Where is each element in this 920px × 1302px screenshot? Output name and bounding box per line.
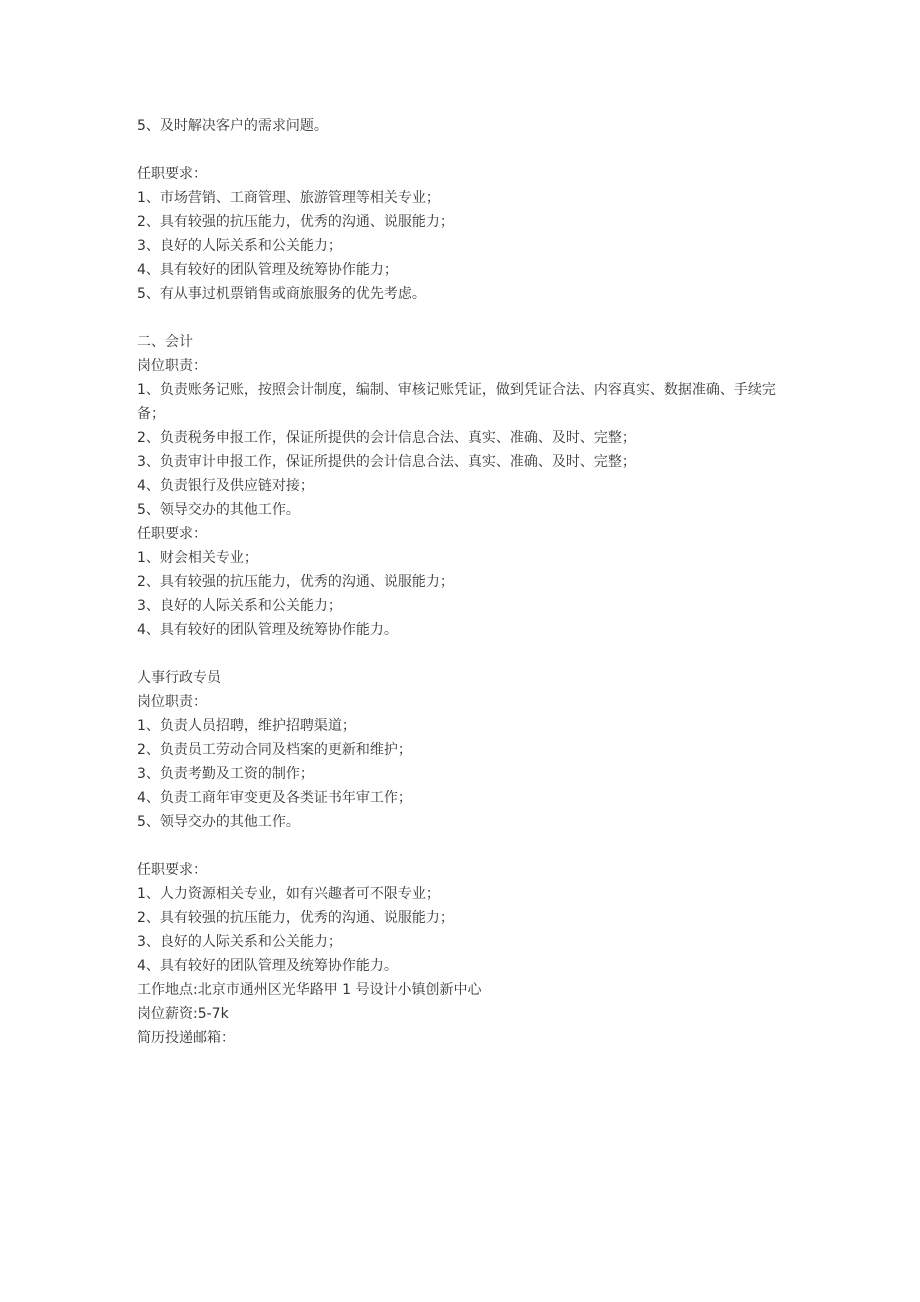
sales-requirements-heading: 任职要求： bbox=[137, 166, 207, 182]
work-location: 工作地点:北京市通州区光华路甲 1 号设计小镇创新中心 bbox=[137, 982, 482, 998]
hr-section-title: 人事行政专员 bbox=[137, 670, 221, 686]
paragraph-gap bbox=[137, 834, 777, 858]
accounting-duty-2: 2、负责税务申报工作，保证所提供的会计信息合法、真实、准确、及时、完整； bbox=[137, 430, 636, 446]
accounting-requirement-2: 2、具有较强的抗压能力，优秀的沟通、说服能力； bbox=[137, 574, 454, 590]
hr-duty-2: 2、负责员工劳动合同及档案的更新和维护； bbox=[137, 742, 412, 758]
accounting-section-title: 二、会计 bbox=[137, 334, 193, 350]
accounting-duty-4: 4、负责银行及供应链对接； bbox=[137, 478, 314, 494]
accounting-duty-5: 5、领导交办的其他工作。 bbox=[137, 502, 300, 518]
paragraph-gap bbox=[137, 306, 777, 330]
hr-requirements-heading: 任职要求： bbox=[137, 862, 207, 878]
sales-requirement-2: 2、具有较强的抗压能力，优秀的沟通、说服能力； bbox=[137, 214, 454, 230]
document-body bbox=[137, 114, 777, 1050]
hr-duty-4: 4、负责工商年审变更及各类证书年审工作； bbox=[137, 790, 412, 806]
accounting-duty-3: 3、负责审计申报工作，保证所提供的会计信息合法、真实、准确、及时、完整； bbox=[137, 454, 636, 470]
accounting-requirement-1: 1、财会相关专业； bbox=[137, 550, 258, 566]
accounting-requirements-heading: 任职要求： bbox=[137, 526, 207, 542]
paragraph-gap bbox=[137, 138, 777, 162]
paragraph-gap bbox=[137, 642, 777, 666]
sales-requirement-5: 5、有从事过机票销售或商旅服务的优先考虑。 bbox=[137, 286, 426, 302]
sales-requirement-4: 4、具有较好的团队管理及统筹协作能力； bbox=[137, 262, 398, 278]
hr-requirement-1: 1、人力资源相关专业，如有兴趣者可不限专业； bbox=[137, 886, 440, 902]
sales-requirement-1: 1、市场营销、工商管理、旅游管理等相关专业； bbox=[137, 190, 440, 206]
salary: 岗位薪资:5-7k bbox=[137, 1006, 229, 1022]
hr-duty-1: 1、负责人员招聘，维护招聘渠道； bbox=[137, 718, 356, 734]
sales-duty-5: 5、及时解决客户的需求问题。 bbox=[137, 118, 328, 134]
hr-duties-heading: 岗位职责： bbox=[137, 694, 207, 710]
hr-duty-5: 5、领导交办的其他工作。 bbox=[137, 814, 300, 830]
sales-requirement-3: 3、良好的人际关系和公关能力； bbox=[137, 238, 342, 254]
accounting-duty-1: 1、负责账务记账，按照会计制度，编制、审核记账凭证，做到凭证合法、内容真实、数据准确、手续完备； bbox=[137, 382, 776, 422]
resume-email: 简历投递邮箱： bbox=[137, 1030, 235, 1046]
accounting-duties-heading: 岗位职责： bbox=[137, 358, 207, 374]
hr-requirement-3: 3、良好的人际关系和公关能力； bbox=[137, 934, 342, 950]
accounting-requirement-3: 3、良好的人际关系和公关能力； bbox=[137, 598, 342, 614]
accounting-requirement-4: 4、具有较好的团队管理及统筹协作能力。 bbox=[137, 622, 398, 638]
hr-duty-3: 3、负责考勤及工资的制作； bbox=[137, 766, 314, 782]
hr-requirement-4: 4、具有较好的团队管理及统筹协作能力。 bbox=[137, 958, 398, 974]
hr-requirement-2: 2、具有较强的抗压能力，优秀的沟通、说服能力； bbox=[137, 910, 454, 926]
